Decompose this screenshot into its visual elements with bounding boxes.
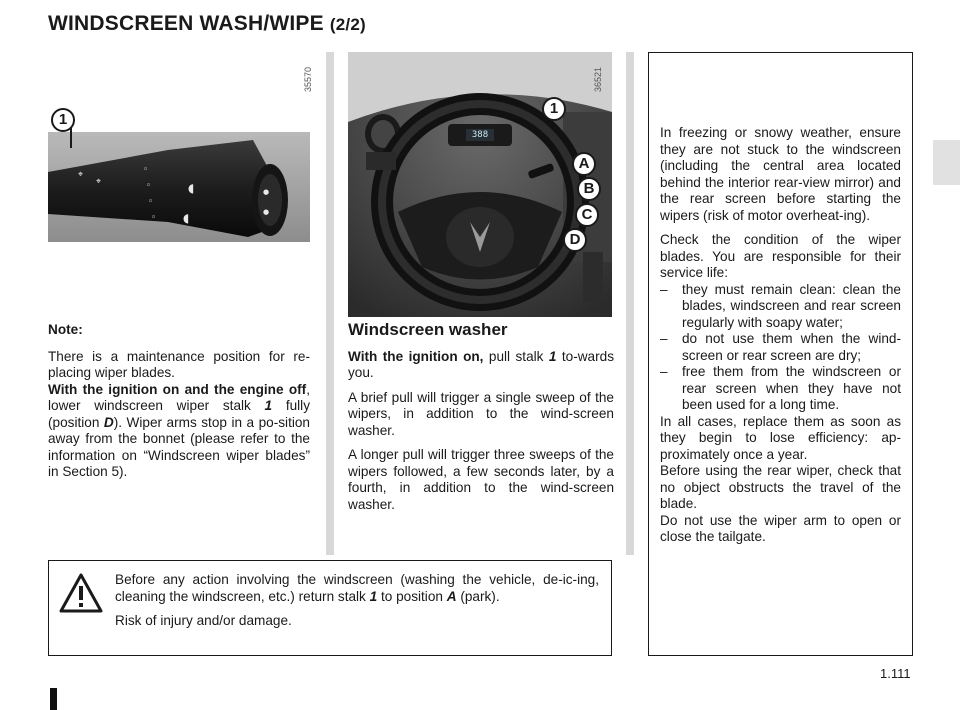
warning-risk: Risk of injury and/or damage.	[115, 613, 292, 628]
callout-1-left: 1	[51, 108, 75, 132]
advice-paragraph-3: In all cases, replace them as soon as they begin to lose efficiency: ap-proximately once a year.	[660, 413, 901, 462]
svg-text:⌖: ⌖	[96, 177, 102, 187]
wiper-stalk-illustration	[48, 132, 310, 242]
advice-paragraph-2: Check the condition of the wiper blades. You are responsible for their service life:	[660, 232, 901, 280]
note-paragraph-2	[48, 382, 310, 481]
advice-paragraph-4: Before using the rear wiper, check that no object obstructs the travel of the blade.	[660, 463, 901, 511]
washer-text-a: pull stalk	[483, 348, 549, 364]
stalk-image-leader	[70, 128, 72, 148]
advice-bullet: – do not use them when the wind-screen or rear screen are dry;	[660, 331, 901, 364]
svg-text:◖: ◖	[183, 211, 190, 225]
advice-bullet: – they must remain clean: clean the blades, windscreen and rear screen regularly with soapy water;	[660, 282, 901, 332]
svg-text:◦: ◦	[151, 213, 157, 223]
advice-bullet-list	[660, 282, 901, 414]
note-text-a: , lower windscreen wiper stalk	[48, 381, 310, 413]
note-text-b: fully (position	[48, 398, 310, 430]
warning-box	[48, 560, 612, 656]
note-position-ref: D	[103, 414, 114, 430]
washer-section	[348, 322, 614, 521]
warning-paragraph-1	[115, 572, 599, 605]
svg-text:◦: ◦	[146, 181, 152, 191]
callout-position-d: D	[563, 228, 587, 252]
svg-text:◦: ◦	[148, 197, 154, 207]
callout-position-a: A	[572, 152, 596, 176]
note-label: Note:	[48, 322, 83, 337]
steering-wheel-image	[348, 52, 612, 317]
note-stalk-ref: 1	[264, 398, 273, 413]
page-title-suffix: (2/2)	[329, 15, 366, 34]
warning-text-a: Before any action involving the windscreen (washing the vehicle, de-ic-ing, cleaning the windscreen, etc.) return stalk	[115, 572, 599, 604]
warning-stalk-ref: 1	[369, 588, 378, 604]
advice-bullet: – free them from the windscreen or rear screen when they have not been used for a long time.	[660, 364, 901, 414]
callout-position-b: B	[577, 177, 601, 201]
stalk-image	[48, 132, 310, 242]
washer-paragraph-1	[348, 349, 614, 382]
note-ignition-bold: With the ignition on and the engine off	[48, 381, 307, 397]
steering-wheel-illustration	[348, 52, 612, 317]
washer-paragraph-2: A brief pull will trigger a single sweep of the wipers, in addition to the wind-screen washer.	[348, 389, 614, 438]
washer-ignition-bold: With the ignition on,	[348, 348, 484, 364]
svg-text:◦: ◦	[143, 165, 149, 175]
note-text-c: ). Wiper arms stop in a po-sition away from the bonnet (please refer to the information on “Windscreen wiper blades” in Section 5).	[48, 414, 310, 479]
wiper-advice-text	[660, 125, 901, 546]
callout-position-c: C	[575, 203, 599, 227]
image-ref-36521: 36521	[593, 66, 603, 92]
column-gutter-right	[626, 52, 634, 555]
washer-stalk-ref: 1	[548, 348, 557, 364]
warning-triangle-icon	[59, 573, 103, 613]
page-title-text: WINDSCREEN WASH/WIPE	[48, 12, 324, 35]
note-paragraph-1: There is a maintenance position for re-placing wiper blades.	[48, 348, 310, 380]
svg-text:◖: ◖	[188, 181, 195, 195]
svg-text:●: ●	[263, 208, 270, 216]
warning-text-b: to position	[377, 588, 447, 604]
dash-display: 388	[471, 130, 489, 140]
callout-1-middle: 1	[542, 97, 566, 121]
warning-text-c: (park).	[456, 588, 500, 604]
image-ref-35570: 35570	[303, 66, 313, 92]
warning-position-ref: A	[446, 588, 457, 604]
svg-text:●: ●	[263, 188, 270, 196]
warning-text	[115, 572, 599, 638]
wiper-advice-box	[648, 52, 913, 656]
washer-heading: Windscreen washer	[348, 320, 508, 339]
svg-text:⌖: ⌖	[78, 170, 84, 180]
page-number: 1.111	[880, 666, 911, 681]
note-section	[48, 322, 310, 489]
washer-text-b: to-wards you.	[348, 348, 614, 380]
section-tab	[933, 140, 960, 185]
advice-paragraph-1: In freezing or snowy weather, ensure they are not stuck to the windscreen (including the central area located behind the interior rear-view mirror) and the rear screen before starting the wipers (risk of motor overheat-ing).	[660, 125, 901, 223]
advice-paragraph-5: Do not use the wiper arm to open or close the tailgate.	[660, 512, 901, 544]
corner-mark	[50, 688, 57, 710]
column-gutter-left	[326, 52, 334, 555]
page-title	[48, 12, 366, 36]
washer-paragraph-3: A longer pull will trigger three sweeps of the wipers followed, a few seconds later, by a fourth, in addition to the wind-screen washer.	[348, 447, 614, 512]
